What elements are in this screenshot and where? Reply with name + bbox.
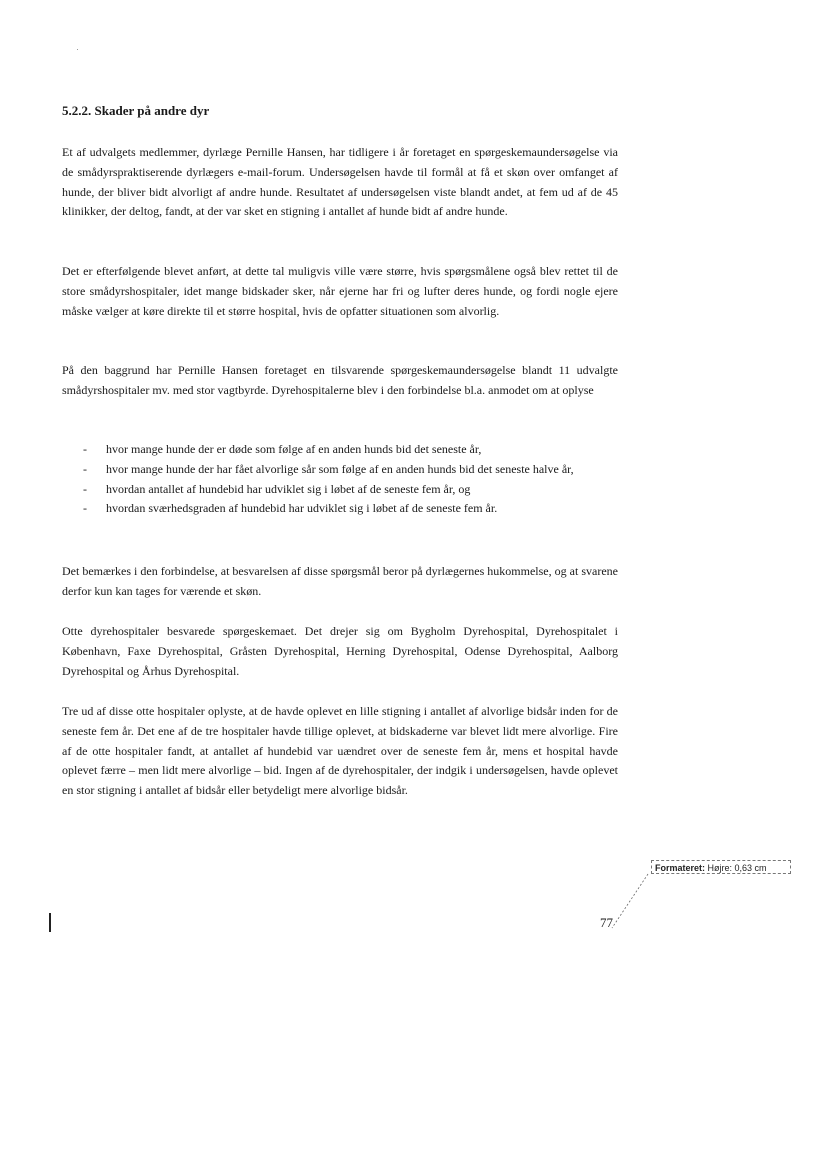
scan-speck [77,49,78,50]
comment-label: Formateret: [655,863,706,873]
bullet-marker: - [83,501,87,516]
section-heading: 5.2.2. Skader på andre dyr [62,103,210,118]
formatting-comment-balloon[interactable] [651,860,791,874]
list-item [62,440,618,460]
change-bar [49,913,51,932]
list-item [62,499,618,519]
list-item-text: hvordan sværhedsgraden af hundebid har udviklet sig i løbet af de seneste fem år. [106,501,498,516]
paragraph-3: På den baggrund har Pernille Hansen foretaget en tilsvarende spørgeskemaundersøgelse blandt 11 udvalgte smådyrshospitaler mv. med stor vagtbyrde. Dyrehospitalerne blev i den forbindelse bl.a. anmodet om at oplyse [62,363,618,397]
list-item-text: hvor mange hunde der er døde som følge af en anden hunds bid det seneste år, [106,442,482,456]
paragraph-4: Det bemærkes i den forbindelse, at besvarelsen af disse spørgsmål beror på dyrlægernes hukommelse, og at svarene derfor kun kan tages for værende et skøn. [62,564,618,598]
list-item-text: hvordan antallet af hundebid har udviklet sig i løbet af de seneste fem år, og [106,481,471,496]
bullet-marker: - [83,481,87,496]
bullet-marker: - [83,442,87,456]
paragraph-2: Det er efterfølgende blevet anført, at dette tal muligvis ville være større, hvis spørgsmålene også blev rettet til de store smådyrshospitaler, idet mange bidskader sker, når ejerne har fri og lufter deres hunde, og fordi nogle ejere måske vælger at køre direkte til et større hospital, hvis de opfatter situationen som alvorlig. [62,264,618,318]
page-number: 77 [600,915,613,930]
paragraph-6: Tre ud af disse otte hospitaler oplyste, at de havde oplevet en lille stigning i antallet af alvorlige bidsår inden for de seneste fem år. Det ene af de tre hospitaler havde tillige oplevet, at bidskaderne var blevet lidt mere alvorlige. Fire af de otte hospitaler fandt, at antallet af hundebid var uændret over de seneste fem år, mens et hospital havde oplevet færre – men lidt mere alvorlige – bid. Ingen af de dyrehospitaler, der indgik i undersøgelsen, havde oplevet en stor stigning i antallet af bidsår eller betydeligt mere alvorlige bidsår. [62,704,618,798]
list-item-text: hvor mange hunde der har fået alvorlige sår som følge af en anden hunds bid det seneste halve år, [106,461,574,476]
list-item [62,460,618,480]
comment-leader-line [610,872,650,932]
comment-text: Højre: 0,63 cm [707,863,767,873]
paragraph-1: Et af udvalgets medlemmer, dyrlæge Pernille Hansen, har tidligere i år foretaget en spørgeskemaundersøgelse via de smådyrspraktiserende dyrlægers e-mail-forum. Undersøgelsen havde til formål at få et skøn over omfanget af hunde, der bliver bidt alvorligt af andre hunde. Resultatet af undersøgelsen viste blandt andet, at fem ud af de 45 klinikker, der deltog, fandt, at der var sket en stigning i antallet af hunde bidt af andre hunde. [62,145,618,219]
list-item [62,480,618,500]
paragraph-5: Otte dyrehospitaler besvarede spørgeskemaet. Det drejer sig om Bygholm Dyrehospital, Dyrehospitalet i København, Faxe Dyrehospital, Gråsten Dyrehospital, Herning Dyrehospital, Odense Dyrehospital, Aalborg Dyrehospital og Århus Dyrehospital. [62,624,618,678]
bullet-marker: - [83,461,87,476]
question-list [62,440,618,519]
